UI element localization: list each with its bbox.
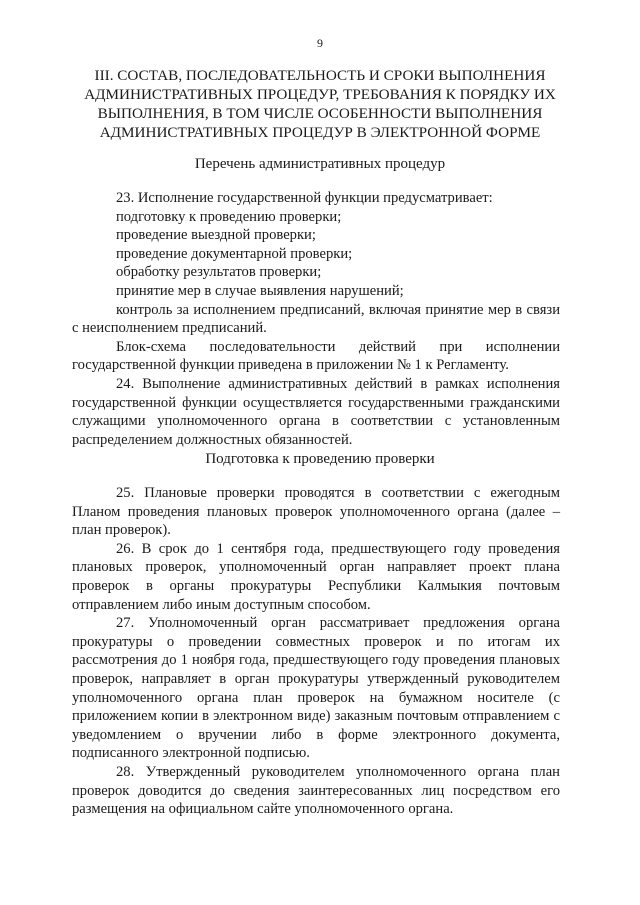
paragraph: 28. Утвержденный руководителем уполномоченного органа план проверок доводится до сведения заинтересованных лиц посредством его размещения на официальном сайте уполномоченного органа. bbox=[72, 763, 560, 818]
page-number: 9 bbox=[317, 36, 323, 50]
paragraph: 27. Уполномоченный орган рассматривает предложения органа прокуратуры о проведении совместных проверок и по итогам их рассмотрения до 1 ноября года, предшествующего году проведения плановых проверок, направляет в орган прокуратуры утвержденный руководителем уполномоченного органа план проверок на бумажном носителе (с приложением копии в электронном виде) заказным почтовым отправлением с уведомлением о вручении либо в форме электронного документа, подписанного электронной подписью. bbox=[72, 615, 560, 762]
list-item: контроль за исполнением предписаний, включая принятие мер в связи с неисполнением предписаний. bbox=[72, 301, 560, 337]
list-item: принятие мер в случае выявления нарушений; bbox=[116, 282, 404, 299]
section-preparation-body bbox=[72, 484, 560, 819]
chapter-title: III. СОСТАВ, ПОСЛЕДОВАТЕЛЬНОСТЬ И СРОКИ ВЫПОЛНЕНИЯ АДМИНИСТРАТИВНЫХ ПРОЦЕДУР, ТРЕБОВАНИЯ К ПОРЯДКУ ИХ ВЫПОЛНЕНИЯ, В ТОМ ЧИСЛЕ ОСОБЕННОСТИ ВЫПОЛНЕНИЯ АДМИНИСТРАТИВНЫХ ПРОЦЕДУР В ЭЛЕКТРОННОЙ ФОРМЕ bbox=[84, 67, 556, 141]
section-heading-procedures: Перечень административных процедур bbox=[194, 156, 446, 172]
paragraph: 23. Исполнение государственной функции предусматривает: bbox=[116, 190, 493, 206]
paragraph: 24. Выполнение административных действий в рамках исполнения государственной функции осуществляется государственными гражданскими служащими уполномоченного органа в соответствии с установленным распределением должностных обязанностей. bbox=[72, 375, 560, 448]
list-item: проведение выездной проверки; bbox=[116, 227, 316, 244]
paragraph: 26. В срок до 1 сентября года, предшествующего году проведения плановых проверок, уполномоченный орган направляет проект плана проверок в органы прокуратуры Республики Калмыкия почтовым отправлением либо иным доступным способом. bbox=[72, 540, 560, 613]
section-heading-preparation: Подготовка к проведению проверки bbox=[205, 451, 435, 467]
section-procedures-body bbox=[72, 189, 560, 449]
list-item: обработку результатов проверки; bbox=[116, 264, 322, 281]
paragraph: Блок-схема последовательности действий при исполнении государственной функции приведена в приложении № 1 к Регламенту. bbox=[72, 338, 560, 374]
list-item: подготовку к проведению проверки; bbox=[116, 208, 342, 225]
paragraph: 25. Плановые проверки проводятся в соответствии с ежегодным Планом проведения плановых проверок уполномоченного органа (далее – план проверок). bbox=[72, 485, 560, 539]
list-item: проведение документарной проверки; bbox=[116, 245, 353, 262]
